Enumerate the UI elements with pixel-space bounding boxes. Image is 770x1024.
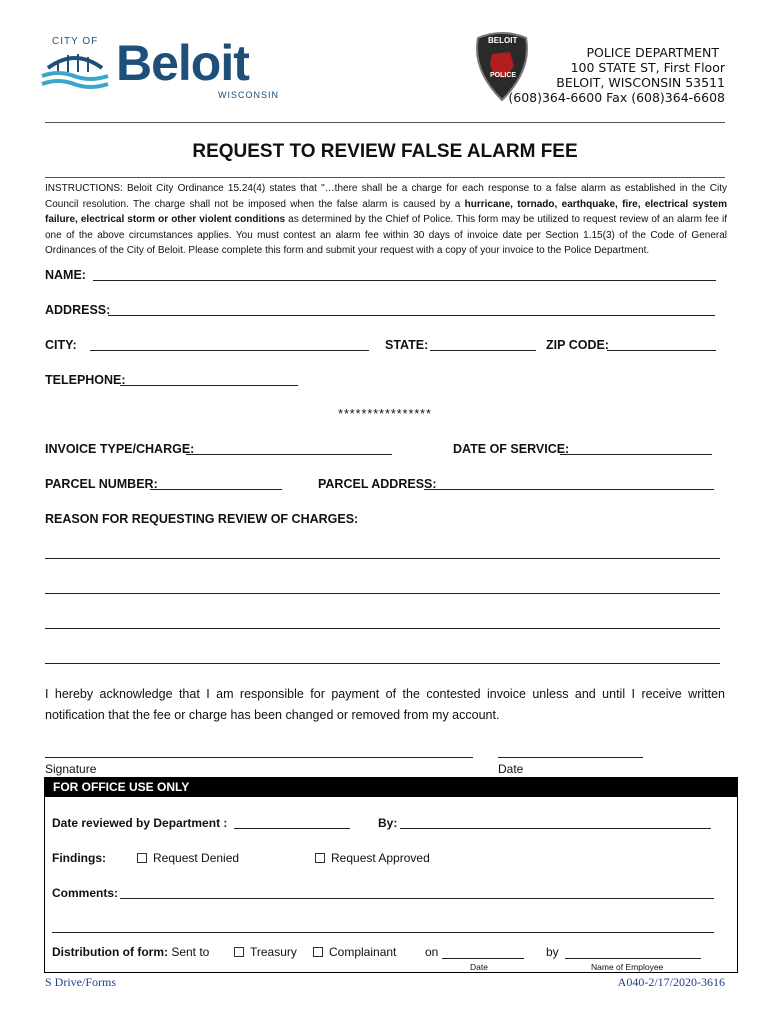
office-use-header-text: FOR OFFICE USE ONLY <box>53 780 190 794</box>
parcel-number-label: PARCEL NUMBER: <box>45 477 158 491</box>
instructions-bold: hurricane, tornado, earthquake, fire, electrical system failure, electrical storm or other violent conditions <box>45 198 728 225</box>
parcel-address-field[interactable] <box>424 477 714 490</box>
comments-line-1[interactable] <box>120 886 714 899</box>
zip-label: ZIP CODE: <box>546 338 609 352</box>
badge-bottom-text: POLICE <box>490 72 517 79</box>
bridge-wave-icon <box>40 46 110 92</box>
complainant-label: Complainant <box>329 945 397 959</box>
city-logo-name: Beloit <box>116 35 249 91</box>
reviewed-by-label: By: <box>378 816 398 830</box>
signature-line[interactable] <box>45 745 473 758</box>
city-logo-top-text: CITY OF <box>52 36 99 47</box>
reason-label: REASON FOR REQUESTING REVIEW OF CHARGES: <box>45 512 359 526</box>
footer-right: A040-2/17/2020-3616 <box>617 975 725 989</box>
request-denied-option[interactable] <box>137 851 239 865</box>
invoice-type-label: INVOICE TYPE/CHARGE: <box>45 442 195 456</box>
name-label: NAME: <box>45 268 86 282</box>
acknowledgement-text: I hereby acknowledge that I am responsible for payment of the contested invoice unless and until I receive written notification that the fee or charge has been changed or removed from my account. <box>45 687 725 722</box>
by-label: by <box>546 945 559 959</box>
dept-phone: (608)364-6600 Fax (608)364-6608 <box>508 90 725 105</box>
city-logo <box>40 34 290 104</box>
sent-to-label: Sent to <box>171 945 210 959</box>
date-of-service-field[interactable] <box>560 442 712 455</box>
reviewed-by-field[interactable] <box>400 816 711 829</box>
form-title: REQUEST TO REVIEW FALSE ALARM FEE <box>192 141 578 162</box>
instructions-text-1: INSTRUCTIONS: Beloit City Ordinance 15.24(4) states that "…there shall be a charge for each response to a false alarm as established in the City Council resolution. The charge shall not be imposed when the false alarm is caused by a <box>45 183 727 210</box>
on-label: on <box>425 945 439 959</box>
signature-label: Signature <box>45 762 97 776</box>
checkbox-icon[interactable] <box>234 947 244 957</box>
distribution-row <box>52 945 209 959</box>
dept-street: 100 STATE ST, First Floor <box>570 60 725 75</box>
instructions <box>45 181 727 259</box>
telephone-field[interactable] <box>120 373 298 386</box>
complainant-option[interactable] <box>313 945 396 959</box>
state-field[interactable] <box>430 338 536 351</box>
city-logo-sub: WISCONSIN <box>218 90 280 100</box>
dept-name: POLICE DEPARTMENT <box>586 45 719 60</box>
date-of-service-label: DATE OF SERVICE: <box>453 442 570 456</box>
zip-field[interactable] <box>607 338 716 351</box>
reason-line-4[interactable] <box>45 651 720 664</box>
name-field[interactable] <box>93 268 716 281</box>
distribution-label: Distribution of form: <box>52 945 168 959</box>
date-reviewed-field[interactable] <box>234 816 350 829</box>
checkbox-icon[interactable] <box>313 947 323 957</box>
distribution-employee-field[interactable] <box>565 946 701 959</box>
header-divider <box>45 122 725 123</box>
address-field[interactable] <box>108 303 715 316</box>
comments-line-2[interactable] <box>52 920 714 933</box>
checkbox-icon[interactable] <box>137 853 147 863</box>
request-denied-label: Request Denied <box>153 851 240 865</box>
city-field[interactable] <box>90 338 369 351</box>
treasury-option[interactable] <box>234 945 297 959</box>
signature-date-line[interactable] <box>498 745 643 758</box>
address-label: ADDRESS: <box>45 303 111 317</box>
telephone-label: TELEPHONE: <box>45 373 126 387</box>
office-use-header <box>45 778 737 797</box>
parcel-number-field[interactable] <box>150 477 282 490</box>
footer-left: S Drive/Forms <box>45 975 117 989</box>
treasury-label: Treasury <box>250 945 297 959</box>
checkbox-icon[interactable] <box>315 853 325 863</box>
reason-line-1[interactable] <box>45 546 720 559</box>
parcel-address-label: PARCEL ADDRESS: <box>318 477 437 491</box>
state-label: STATE: <box>385 338 429 352</box>
employee-name-caption: Name of Employee <box>591 962 664 972</box>
request-approved-label: Request Approved <box>331 851 430 865</box>
request-approved-option[interactable] <box>315 851 430 865</box>
findings-label: Findings: <box>52 851 106 865</box>
title-divider <box>45 177 725 178</box>
dept-city: BELOIT, WISCONSIN 53511 <box>556 75 725 90</box>
badge-top-text: BELOIT <box>488 36 518 45</box>
invoice-type-field[interactable] <box>186 442 392 455</box>
signature-date-label: Date <box>498 762 524 776</box>
office-use-box <box>44 777 738 973</box>
dept-address <box>508 45 725 105</box>
separator-stars: **************** <box>338 407 432 421</box>
city-label: CITY: <box>45 338 77 352</box>
distribution-date-field[interactable] <box>442 946 524 959</box>
instructions-text-2: as determined by the Chief of Police. This form may be utilized to request review of an alarm fee if one of the above circumstances applies. You must contest an alarm fee within 30 days of invoice date per Section 1.15(3) of the Code of General Ordinances of the City of Beloit. Please complete this form and submit your request with a copy of your invoice to the Police Department. <box>45 214 727 256</box>
date-reviewed-label: Date reviewed by Department : <box>52 816 228 830</box>
comments-label: Comments: <box>52 886 119 900</box>
reason-line-3[interactable] <box>45 616 720 629</box>
reason-line-2[interactable] <box>45 581 720 594</box>
distribution-date-caption: Date <box>470 962 488 972</box>
